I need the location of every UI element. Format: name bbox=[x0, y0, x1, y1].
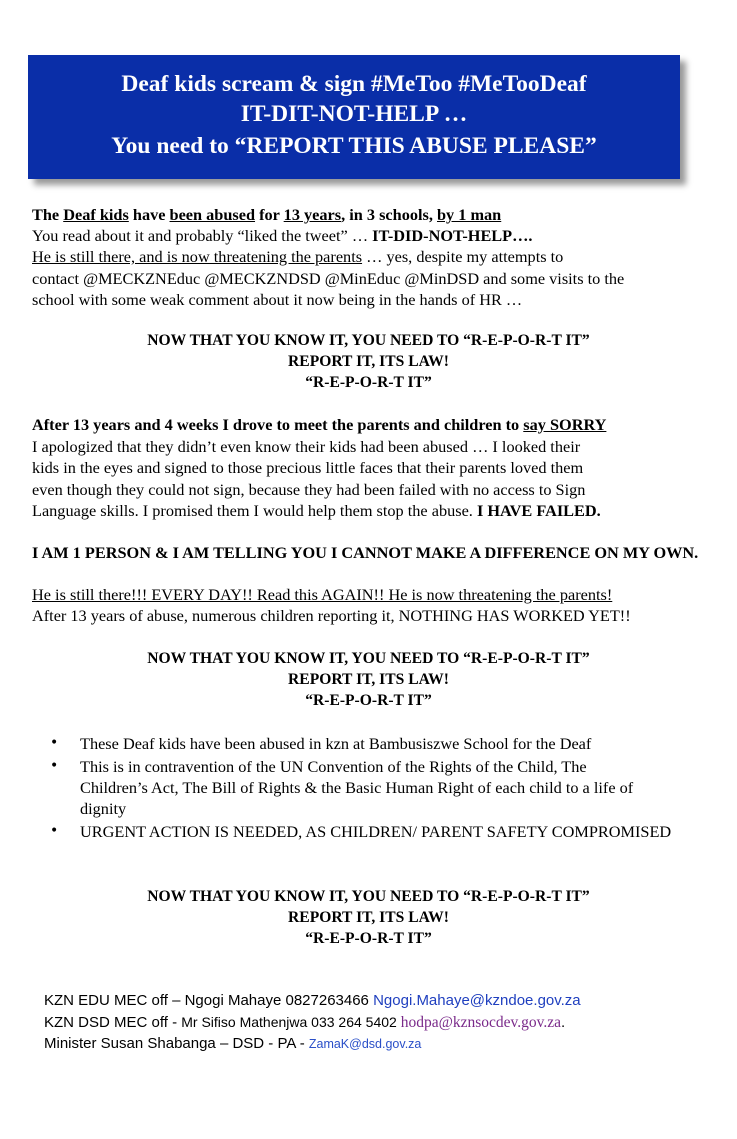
still-there-line-2: After 13 years of abuse, numerous children reporting it, NOTHING HAS WORKED YET!! bbox=[32, 606, 631, 625]
contact-text: . bbox=[561, 1014, 566, 1031]
bullet-2-line-1: This is in contravention of the UN Convention of the Rights of the Child, The bbox=[80, 757, 587, 776]
intro-line-5: school with some weak comment about it now being in the hands of HR … bbox=[32, 290, 523, 309]
email-link[interactable]: hodpa@kznsocdev.gov.za bbox=[400, 1014, 562, 1031]
apology-line-3: kids in the eyes and signed to those precious little faces that their parents loved them bbox=[32, 458, 584, 477]
email-link[interactable]: Ngogi.Mahaye@kzndoe.gov.za bbox=[373, 992, 581, 1009]
contact-text: Mr Sifiso Mathenjwa 033 264 5402 bbox=[181, 1014, 401, 1030]
one-person-statement: I AM 1 PERSON & I AM TELLING YOU I CANNOT MAKE A DIFFERENCE ON MY OWN. bbox=[32, 543, 699, 562]
intro-text: … yes, despite my attempts to bbox=[362, 247, 564, 266]
report-law-2: REPORT IT, ITS LAW! bbox=[288, 671, 449, 688]
apology-line-2: I apologized that they didn’t even know their kids had been abused … I looked their bbox=[32, 437, 581, 456]
bullet-marker: • bbox=[50, 823, 59, 839]
bullet-3: URGENT ACTION IS NEEDED, AS CHILDREN/ PARENT SAFETY COMPROMISED bbox=[80, 822, 672, 841]
contact-text: Minister Susan Shabanga – DSD - PA - bbox=[44, 1035, 309, 1052]
bullet-marker: • bbox=[50, 758, 59, 774]
report-spelled-3: “R-E-P-O-R-T IT” bbox=[305, 930, 432, 947]
report-spelled-2: “R-E-P-O-R-T IT” bbox=[305, 692, 432, 709]
report-spelled-1: “R-E-P-O-R-T IT” bbox=[305, 374, 432, 391]
apology-headline bbox=[32, 414, 606, 435]
apology-text: say SORRY bbox=[523, 415, 607, 434]
bullet-1: These Deaf kids have been abused in kzn at Bambusiszwe School for the Deaf bbox=[80, 734, 592, 753]
email-link[interactable]: ZamaK@dsd.gov.za bbox=[308, 1037, 422, 1051]
intro-line-2 bbox=[32, 225, 532, 246]
intro-text: for bbox=[255, 205, 284, 224]
contact-dsd-mec bbox=[44, 1013, 565, 1032]
bullet-2-line-3: dignity bbox=[80, 799, 127, 818]
intro-text: , in 3 schools, bbox=[341, 205, 437, 224]
report-call-2: NOW THAT YOU KNOW IT, YOU NEED TO “R-E-P-O-R-T IT” bbox=[147, 650, 590, 667]
apology-text: Language skills. I promised them I would help them stop the abuse. bbox=[32, 501, 477, 520]
contact-edu-mec bbox=[44, 991, 581, 1010]
apology-text: I HAVE FAILED. bbox=[476, 501, 601, 520]
bullet-marker: • bbox=[50, 735, 59, 751]
bullet-2-line-2: Children’s Act, The Bill of Rights & the Basic Human Right of each child to a life of bbox=[80, 778, 634, 797]
intro-text: been abused bbox=[169, 205, 256, 224]
report-call-3: NOW THAT YOU KNOW IT, YOU NEED TO “R-E-P-O-R-T IT” bbox=[147, 888, 590, 905]
contact-minister bbox=[44, 1034, 421, 1054]
intro-text: by 1 man bbox=[437, 205, 502, 224]
intro-headline bbox=[32, 204, 501, 225]
apology-line-4: even though they could not sign, because they had been failed with no access to Sign bbox=[32, 480, 586, 499]
banner-line-2: IT-DIT-NOT-HELP … bbox=[240, 101, 468, 127]
report-law-1: REPORT IT, ITS LAW! bbox=[288, 353, 449, 370]
headline-banner bbox=[28, 55, 680, 179]
intro-text: He is still there, and is now threatening the parents bbox=[32, 247, 363, 266]
intro-text: IT-DID-NOT-HELP…. bbox=[372, 226, 533, 245]
intro-text: You read about it and probably “liked the tweet” … bbox=[32, 226, 373, 245]
report-call-1: NOW THAT YOU KNOW IT, YOU NEED TO “R-E-P-O-R-T IT” bbox=[147, 332, 590, 349]
apology-text: After 13 years and 4 weeks I drove to meet the parents and children to bbox=[32, 415, 524, 434]
intro-line-3 bbox=[32, 246, 563, 267]
contact-text: KZN EDU MEC off – Ngogi Mahaye 0827263466 bbox=[44, 992, 374, 1009]
intro-text: have bbox=[128, 205, 170, 224]
banner-line-1: Deaf kids scream & sign #MeToo #MeTooDeaf bbox=[121, 71, 587, 97]
intro-text: The bbox=[32, 205, 64, 224]
apology-line-5 bbox=[32, 500, 601, 521]
still-there-line-1: He is still there!!! EVERY DAY!! Read this AGAIN!! He is now threatening the parents! bbox=[32, 585, 613, 604]
intro-text: 13 years bbox=[283, 205, 342, 224]
intro-line-4: contact @MECKZNEduc @MECKZNDSD @MinEduc @MinDSD and some visits to the bbox=[32, 269, 625, 288]
contact-text: KZN DSD MEC off - bbox=[44, 1014, 182, 1031]
report-law-3: REPORT IT, ITS LAW! bbox=[288, 909, 449, 926]
intro-text: Deaf kids bbox=[63, 205, 129, 224]
banner-line-3: You need to “REPORT THIS ABUSE PLEASE” bbox=[111, 133, 597, 159]
